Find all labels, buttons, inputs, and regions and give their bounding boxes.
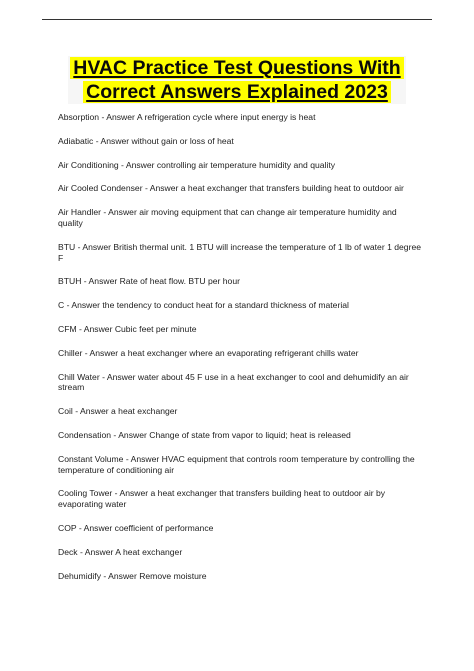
glossary-entry: Condensation - Answer Change of state from vapor to liquid; heat is released — [58, 429, 351, 440]
glossary-entry: Coil - Answer a heat exchanger — [58, 406, 178, 417]
glossary-entry: C - Answer the tendency to conduct heat for a standard thickness of material — [58, 300, 349, 311]
glossary-entry: Chiller - Answer a heat exchanger where an evaporating refrigerant chills water — [58, 347, 359, 358]
glossary-entry: Adiabatic - Answer without gain or loss of heat — [58, 135, 234, 146]
glossary-entry: COP - Answer coefficient of performance — [58, 522, 214, 533]
glossary-entry: Air Conditioning - Answer controlling air temperature humidity and quality — [58, 159, 336, 170]
glossary-list — [58, 112, 423, 594]
glossary-entry: Air Handler - Answer air moving equipment that can change air temperature humidity and quality — [58, 207, 397, 228]
glossary-entry: Dehumidify - Answer Remove moisture — [58, 570, 207, 581]
glossary-entry: Cooling Tower - Answer a heat exchanger that transfers building heat to outdoor air by evaporating water — [58, 488, 386, 510]
title-line-1: HVAC Practice Test Questions With — [70, 57, 403, 79]
glossary-entry: BTU - Answer British thermal unit. 1 BTU will increase the temperature of 1 lb of water 1 degree F — [58, 241, 422, 263]
glossary-entry: Air Cooled Condenser - Answer a heat exchanger that transfers building heat to outdoor air — [58, 183, 404, 194]
glossary-entry: Absorption - Answer A refrigeration cycle where input energy is heat — [58, 112, 316, 122]
title-line-2: Correct Answers Explained 2023 — [83, 81, 391, 103]
glossary-entry: Deck - Answer A heat exchanger — [58, 546, 183, 557]
document-title — [40, 56, 434, 104]
top-rule — [42, 19, 432, 20]
glossary-entry: CFM - Answer Cubic feet per minute — [58, 323, 197, 334]
glossary-entry: BTUH - Answer Rate of heat flow. BTU per hour — [58, 276, 240, 287]
glossary-entry: Chill Water - Answer water about 45 F use in a heat exchanger to cool and dehumidify an air stream — [58, 371, 409, 393]
glossary-entry: Constant Volume - Answer HVAC equipment that controls room temperature by controlling the temperature of conditioning air — [58, 453, 415, 475]
title-box — [68, 56, 405, 104]
